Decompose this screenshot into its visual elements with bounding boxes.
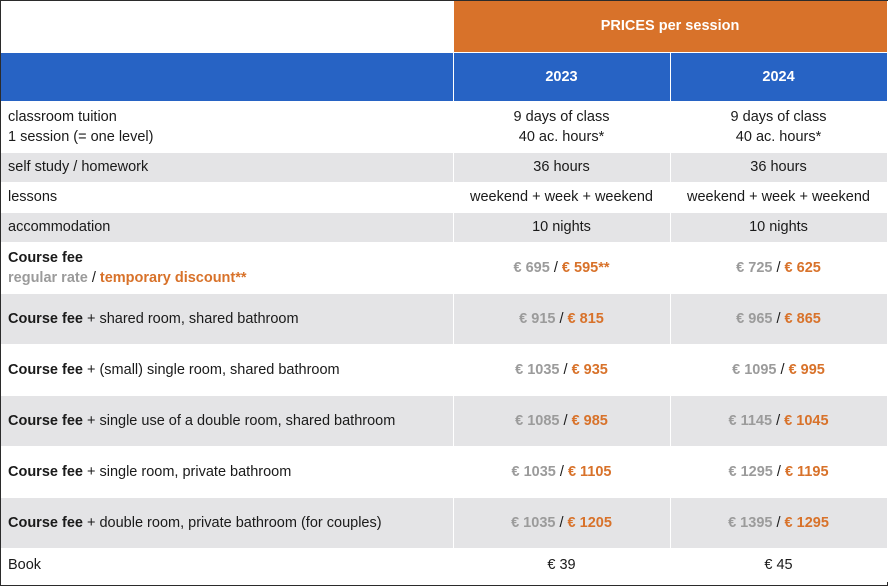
tuition-2024: [670, 101, 887, 152]
regular-price: € 1295: [728, 463, 773, 480]
book-2024: € 45: [670, 548, 887, 581]
year-2023-header: 2023: [453, 52, 670, 101]
regular-price: € 1035: [515, 361, 560, 378]
discount-price: € 935: [571, 361, 608, 378]
shared-room-label: [1, 293, 453, 344]
temporary-discount-label: temporary discount**: [99, 269, 247, 286]
small-single-2024: [670, 344, 887, 395]
discount-price: € 1195: [784, 463, 829, 480]
table-row-self-study: [1, 152, 887, 182]
header-row-years: [1, 52, 887, 101]
tuition-2024-line2: 40 ac. hours*: [735, 128, 822, 145]
single-private-label: [1, 446, 453, 497]
tuition-label-line1: classroom tuition: [8, 108, 117, 125]
single-private-2024: [670, 446, 887, 497]
single-use-double-label: [1, 395, 453, 446]
table-row-book: [1, 548, 887, 581]
course-fee-bold: Course fee: [8, 514, 83, 531]
regular-price: € 1035: [511, 463, 556, 480]
single-use-double-2023: [453, 395, 670, 446]
single-private-2023: [453, 446, 670, 497]
discount-price: € 1295: [784, 514, 829, 531]
tuition-2023-line2: 40 ac. hours*: [518, 128, 605, 145]
regular-price: € 1395: [728, 514, 773, 531]
price-table: [1, 1, 888, 582]
rate-separator: /: [87, 269, 100, 286]
price-separator: /: [559, 412, 572, 429]
discount-price: € 815: [567, 310, 604, 327]
course-fee-label: [1, 242, 453, 293]
price-separator: /: [555, 514, 568, 531]
single-use-double-2024: [670, 395, 887, 446]
tuition-2024-line1: 9 days of class: [730, 108, 827, 125]
lessons-2023: weekend + week + weekend: [453, 182, 670, 212]
discount-price: € 1105: [567, 463, 612, 480]
book-label: Book: [1, 548, 453, 581]
lessons-2024: weekend + week + weekend: [670, 182, 887, 212]
book-2023: € 39: [453, 548, 670, 581]
shared-room-2024: [670, 293, 887, 344]
option-description: + (small) single room, shared bathroom: [82, 361, 340, 378]
header-blank-cell: [1, 1, 453, 52]
prices-title: PRICES per session: [453, 1, 887, 52]
self-study-2023: 36 hours: [453, 152, 670, 182]
discount-price: € 985: [571, 412, 608, 429]
price-separator: /: [772, 514, 785, 531]
regular-price: € 695: [513, 259, 550, 276]
self-study-2024: 36 hours: [670, 152, 887, 182]
table-row-single-use-double: [1, 395, 887, 446]
price-separator: /: [772, 259, 785, 276]
discount-price: € 1205: [567, 514, 612, 531]
discount-price: € 595**: [561, 259, 610, 276]
option-description: + double room, private bathroom (for couples): [82, 514, 382, 531]
option-description: + shared room, shared bathroom: [82, 310, 299, 327]
table-row-tuition: [1, 101, 887, 152]
double-private-2024: [670, 497, 887, 548]
course-fee-bold: Course fee: [8, 310, 83, 327]
small-single-2023: [453, 344, 670, 395]
double-private-2023: [453, 497, 670, 548]
table-row-accommodation: [1, 212, 887, 242]
tuition-label: [1, 101, 453, 152]
discount-price: € 995: [788, 361, 825, 378]
accommodation-2024: 10 nights: [670, 212, 887, 242]
price-separator: /: [555, 463, 568, 480]
price-separator: /: [549, 259, 562, 276]
accommodation-label: accommodation: [1, 212, 453, 242]
table-row-lessons: [1, 182, 887, 212]
price-separator: /: [772, 463, 785, 480]
table-row-small-single: [1, 344, 887, 395]
table-row-shared-room: [1, 293, 887, 344]
self-study-label: self study / homework: [1, 152, 453, 182]
tuition-2023-line1: 9 days of class: [513, 108, 610, 125]
table-row-double-private: [1, 497, 887, 548]
course-fee-bold: Course fee: [8, 463, 83, 480]
regular-price: € 915: [519, 310, 556, 327]
accommodation-2023: 10 nights: [453, 212, 670, 242]
tuition-2023: [453, 101, 670, 152]
price-separator: /: [555, 310, 568, 327]
course-fee-2023: [453, 242, 670, 293]
double-private-label: [1, 497, 453, 548]
regular-rate-label: regular rate: [8, 269, 88, 286]
regular-price: € 1035: [511, 514, 556, 531]
option-description: + single use of a double room, shared bathroom: [82, 412, 396, 429]
table-row-single-private: [1, 446, 887, 497]
table-row-course-fee: [1, 242, 887, 293]
course-fee-bold: Course fee: [8, 361, 83, 378]
tuition-label-line2: 1 session (= one level): [8, 128, 154, 145]
shared-room-2023: [453, 293, 670, 344]
course-fee-title: Course fee: [8, 249, 83, 266]
course-fee-bold: Course fee: [8, 412, 83, 429]
discount-price: € 625: [784, 259, 821, 276]
year-2024-header: 2024: [670, 52, 887, 101]
price-separator: /: [772, 310, 785, 327]
lessons-label: lessons: [1, 182, 453, 212]
discount-price: € 865: [784, 310, 821, 327]
header-blue-blank-cell: [1, 52, 453, 101]
course-fee-2024: [670, 242, 887, 293]
regular-price: € 1085: [515, 412, 560, 429]
regular-price: € 1145: [728, 412, 773, 429]
regular-price: € 1095: [732, 361, 777, 378]
price-separator: /: [776, 361, 789, 378]
option-description: + single room, private bathroom: [82, 463, 292, 480]
price-separator: /: [559, 361, 572, 378]
discount-price: € 1045: [784, 412, 829, 429]
small-single-label: [1, 344, 453, 395]
regular-price: € 725: [736, 259, 773, 276]
regular-price: € 965: [736, 310, 773, 327]
price-separator: /: [772, 412, 785, 429]
header-row-title: [1, 1, 887, 52]
